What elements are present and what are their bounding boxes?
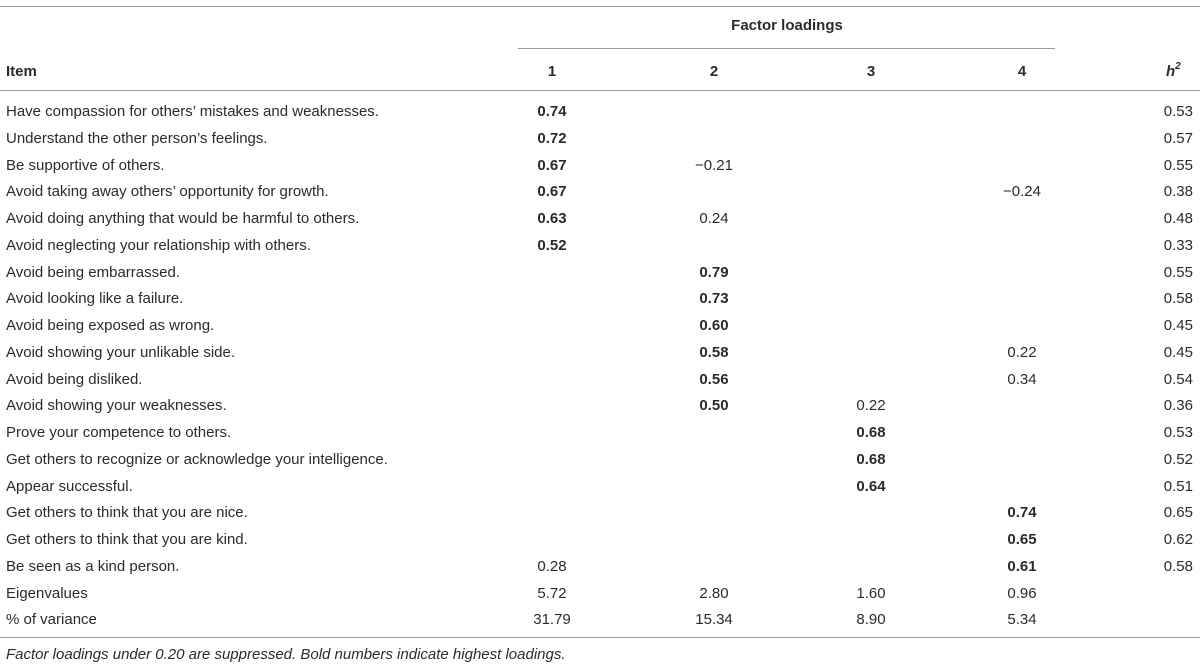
table-row-item-label: Get others to think that you are nice. (6, 504, 248, 522)
factor-2-loading: 0.56 (699, 370, 729, 388)
factor-4-loading: 0.34 (1007, 370, 1037, 388)
communality-value: 0.55 (1163, 156, 1193, 174)
factor-2-loading: 0.24 (699, 210, 729, 227)
factor-4-loading: 0.61 (1007, 557, 1037, 575)
factor-4-loading: 0.65 (1007, 531, 1037, 548)
communality-value: 0.33 (1163, 236, 1193, 254)
table-row-item-label: Avoid being exposed as wrong. (6, 317, 215, 334)
factor-1-loading: 0.67 (537, 183, 567, 201)
group-header-rule (518, 48, 1055, 49)
factor-4-header: 4 (1017, 63, 1027, 80)
communality-header: $h^2$ (1166, 61, 1181, 80)
table-row-item-label: Understand the other person’s feelings. (6, 129, 268, 147)
table-row-item-label: Have compassion for others’ mistakes and weaknesses. (6, 103, 379, 120)
factor-2-loading: 0.60 (699, 317, 729, 334)
factor-4-loading: 5.34 (1007, 611, 1037, 629)
communality-value: 0.54 (1163, 370, 1193, 388)
factor-1-header: 1 (547, 63, 557, 80)
item-column-header: Item (6, 63, 37, 80)
communality-value: 0.45 (1163, 343, 1193, 361)
table-footnote: Factor loadings under 0.20 are suppressed. Bold numbers indicate highest loadings. (6, 646, 566, 663)
factor-3-loading: 0.68 (856, 424, 886, 441)
table-row-item-label: Eigenvalues (6, 584, 88, 602)
factor-3-loading: 0.64 (856, 477, 886, 495)
factor-2-loading: 0.50 (699, 397, 729, 415)
communality-value: 0.51 (1163, 477, 1193, 495)
communality-value: 0.62 (1163, 531, 1193, 548)
factor-4-loading: 0.96 (1007, 584, 1037, 602)
factor-4-loading: 0.22 (1007, 343, 1037, 361)
factor-1-loading: 0.67 (537, 156, 567, 174)
bottom-rule (0, 637, 1200, 638)
table-row-item-label: Be seen as a kind person. (6, 557, 180, 575)
factor-4-loading: 0.74 (1007, 504, 1037, 522)
factor-2-header: 2 (709, 63, 719, 80)
communality-value: 0.65 (1163, 504, 1193, 522)
table-row-item-label: Avoid neglecting your relationship with others. (6, 236, 311, 254)
factor-1-loading: 31.79 (533, 611, 571, 629)
communality-value: 0.48 (1163, 210, 1193, 227)
factor-1-loading: 0.52 (537, 236, 567, 254)
factor-3-header: 3 (866, 63, 876, 80)
table-row-item-label: Avoid being embarrassed. (6, 263, 180, 281)
table-row-item-label: Prove your competence to others. (6, 424, 232, 441)
communality-value: 0.53 (1163, 103, 1193, 120)
factor-3-loading: 0.68 (856, 450, 886, 468)
table-row-item-label: Appear successful. (6, 477, 133, 495)
table-row-item-label: Be supportive of others. (6, 156, 165, 174)
factor-2-loading: 0.79 (699, 263, 729, 281)
factor-1-loading: 0.28 (537, 557, 567, 575)
factor-3-loading: 0.22 (856, 397, 886, 415)
table-row-item-label: Avoid doing anything that would be harmful to others. (6, 210, 360, 227)
communality-value: 0.57 (1163, 129, 1193, 147)
table-row-item-label: Avoid being disliked. (6, 370, 143, 388)
table-row-item-label: Avoid taking away others’ opportunity for growth. (6, 183, 329, 201)
factor-1-loading: 0.63 (537, 210, 567, 227)
communality-value: 0.53 (1163, 424, 1193, 441)
table-row-item-label: Avoid looking like a failure. (6, 290, 184, 308)
factor-3-loading: 1.60 (856, 584, 886, 602)
table-row-item-label: Avoid showing your weaknesses. (6, 397, 227, 415)
communality-value: 0.36 (1163, 397, 1193, 415)
communality-value: 0.52 (1163, 450, 1193, 468)
table-row-item-label: Get others to think that you are kind. (6, 531, 248, 548)
factor-3-loading: 8.90 (856, 611, 886, 629)
factor-1-loading: 5.72 (537, 584, 567, 602)
communality-value: 0.58 (1163, 557, 1193, 575)
factor-loadings-group-header: Factor loadings (731, 17, 843, 34)
factor-2-loading: −0.21 (695, 156, 733, 174)
communality-value: 0.38 (1163, 183, 1193, 201)
top-rule (0, 6, 1200, 7)
communality-value: 0.45 (1163, 317, 1193, 334)
factor-2-loading: 15.34 (695, 611, 733, 629)
table-row-item-label: Avoid showing your unlikable side. (6, 343, 236, 361)
communality-value: 0.55 (1163, 263, 1193, 281)
factor-4-loading: −0.24 (1003, 183, 1041, 201)
factor-2-loading: 0.58 (699, 343, 729, 361)
table-row-item-label: Get others to recognize or acknowledge your intelligence. (6, 450, 388, 468)
factor-1-loading: 0.74 (537, 103, 567, 120)
factor-2-loading: 0.73 (699, 290, 729, 308)
communality-value: 0.58 (1163, 290, 1193, 308)
factor-1-loading: 0.72 (537, 129, 567, 147)
table-row-item-label: % of variance (6, 611, 97, 629)
header-rule (0, 90, 1200, 91)
factor-2-loading: 2.80 (699, 584, 729, 602)
